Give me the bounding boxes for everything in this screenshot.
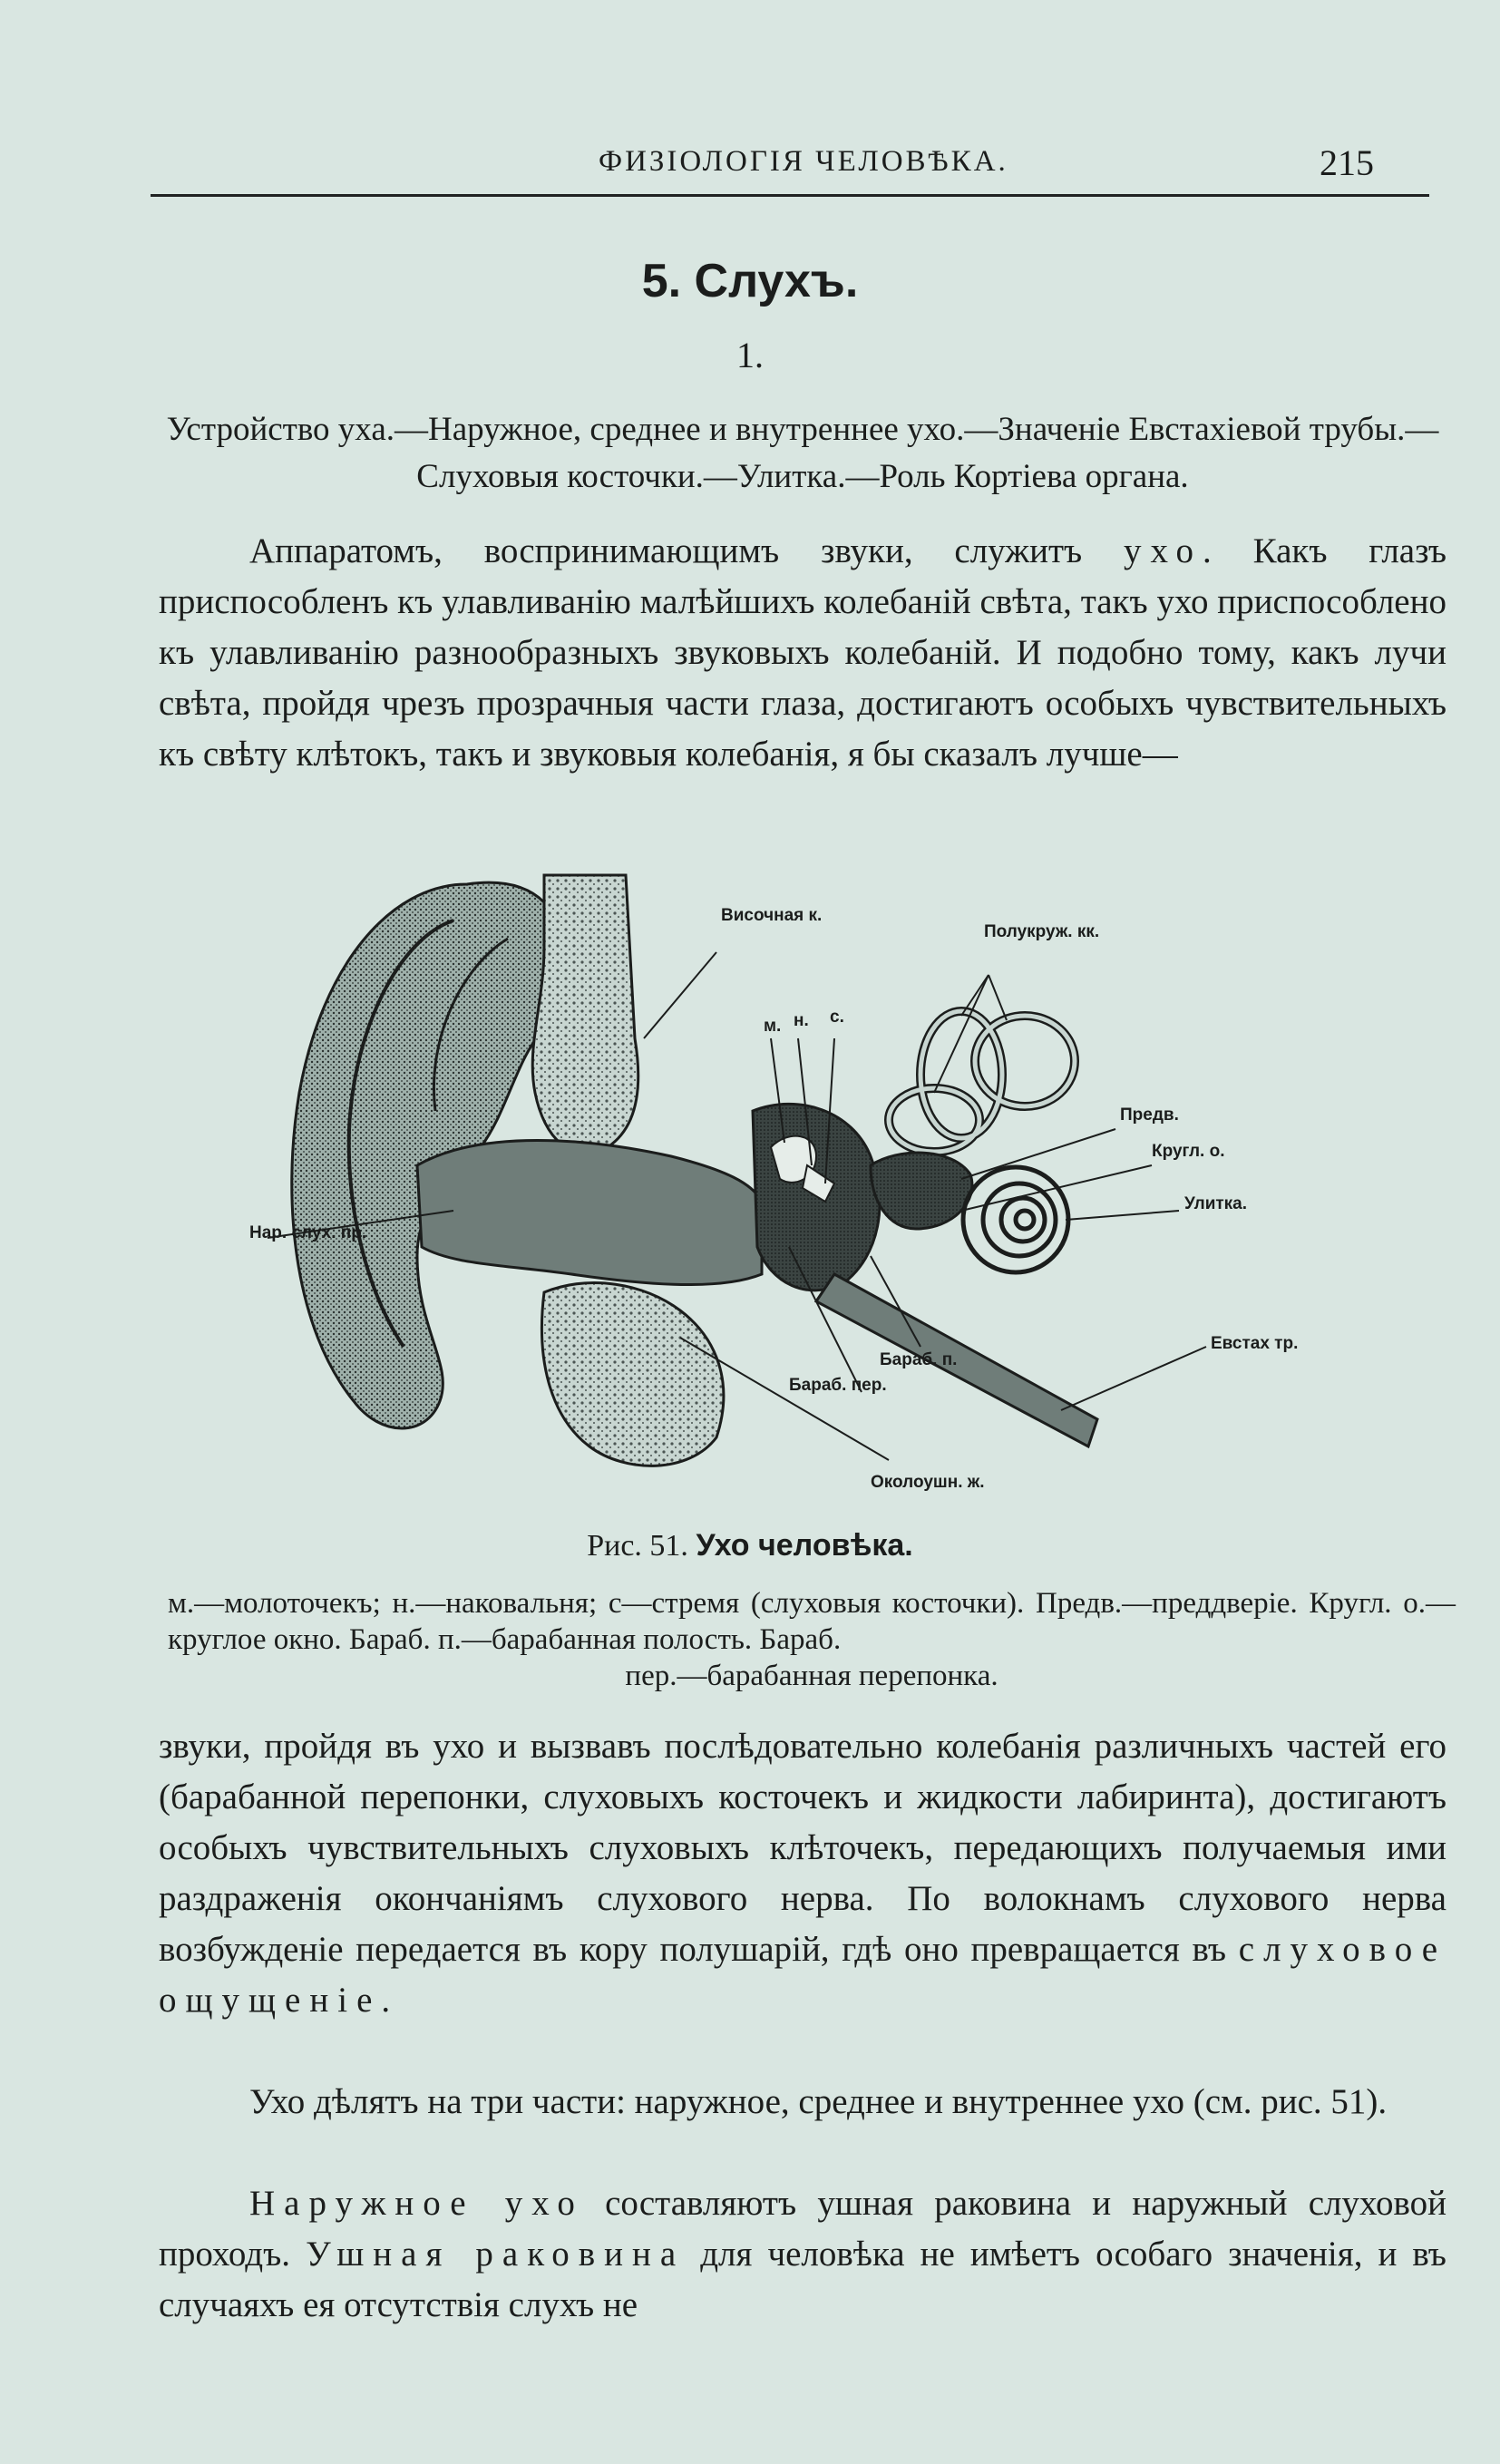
running-title: ФИЗІОЛОГІЯ ЧЕЛОВѢКА. <box>599 145 1008 178</box>
label-temporal: Височная к. <box>721 906 823 925</box>
page-number: 215 <box>1320 142 1374 183</box>
label-eardrum: Бараб. пер. <box>789 1376 887 1395</box>
label-cochlea: Улитка. <box>1184 1194 1248 1213</box>
label-ear-canal: Нар. слух. пр. <box>249 1223 367 1242</box>
figure-caption <box>0 1528 1500 1563</box>
section-number: 1. <box>736 335 764 375</box>
paragraph-1-text: Аппаратомъ, воспринимающимъ звуки, служитъ <box>249 531 1124 570</box>
paragraph-1 <box>159 526 1446 780</box>
section-summary: Устройство уха.—Наружное, среднее и внутреннее ухо.—Значеніе Евстахіевой трубы.—Слуховыя косточки.—Улитка.—Роль Кортіева органа. <box>166 411 1439 495</box>
term-auditory-sensation: слуховое ощущеніе <box>159 1930 1447 2020</box>
figure-legend <box>168 1585 1456 1694</box>
paragraph-4-text: составляютъ ушная раковина и наружный слуховой проходъ. <box>159 2184 1446 2274</box>
label-vestibule: Предв. <box>1120 1105 1179 1125</box>
label-tympanic-cavity: Бараб. п. <box>880 1350 958 1369</box>
label-eustachian: Евстах тр. <box>1211 1334 1299 1353</box>
paragraph-4-text-cont: для человѣка не имѣетъ особаго значенія, и въ случаяхъ ея отсутствія слухъ не <box>159 2235 1446 2324</box>
legend-main: м.—молоточекъ; н.—наковальня; с—стремя (слуховыя косточки). Предв.—преддверіе. Кругл. о.—круглое окно. Бараб. п.—барабанная полость. Бараб. <box>168 1587 1456 1656</box>
paragraph-2-text: звуки, пройдя въ ухо и вызвавъ послѣдовательно колебанія различныхъ частей его (барабанной перепонки, слуховыхъ косточекъ и жидкости лабиринта), достигаютъ особыхъ чувствительныхъ слуховыхъ клѣточекъ, передающихъ получаемыя ими раздраженія окончаніямъ слухового нерва. По волокнамъ слухового нерва возбужденіе передается въ кору полушарій, гдѣ оно превращается въ <box>159 1727 1446 1969</box>
section-title: 5. Слухъ. <box>641 255 859 307</box>
running-head <box>0 142 1500 190</box>
header-rule <box>151 194 1429 197</box>
ear-canal-shape <box>417 1141 762 1285</box>
term-ear: ухо <box>1124 531 1203 570</box>
legend-last: пер.—барабанная перепонка. <box>625 1660 998 1692</box>
label-round-window: Кругл. о. <box>1152 1142 1225 1161</box>
paragraph-2: звуки, пройдя въ ухо и вызвавъ послѣдовательно колебанія различныхъ частей его (барабанной перепонки, слуховыхъ косточекъ и жидкости лабиринта), достигаютъ особыхъ чувствительныхъ слуховыхъ клѣточекъ, передающихъ получаемыя ими раздраженія окончаніямъ слухового нерва. По волокнамъ слухового нерва возбужденіе передается въ кору полушарій, гдѣ оно превращается въ слуховое ощущеніе. <box>159 1727 1447 2020</box>
cochlea <box>963 1167 1068 1272</box>
label-malleus: м. <box>764 1017 782 1036</box>
term-auricle: Ушная раковина <box>306 2235 686 2274</box>
paragraph-1-text-cont: . Какъ глазъ приспособленъ къ улавливанію малѣйшихъ колебаній свѣта, такъ ухо приспособлено къ улавливанію разнообразныхъ звуковыхъ колебаній. И подобно тому, какъ лучи свѣта, пройдя чрезъ прозрачныя части глаза, достигаютъ особыхъ чувствительныхъ къ свѣту клѣтокъ, такъ и звуковыя колебанія, я бы сказалъ лучше— <box>159 531 1446 774</box>
label-incus: н. <box>794 1011 809 1030</box>
parotid-gland <box>541 1283 723 1466</box>
label-semicircular: Полукруж. кк. <box>984 922 1100 941</box>
paragraph-3: Ухо дѣлятъ на три части: наружное, среднее и внутреннее ухо (см. рис. 51). <box>249 2082 1388 2121</box>
paragraph-4 <box>159 2178 1446 2331</box>
caption-title: Ухо человѣка. <box>696 1528 913 1563</box>
caption-prefix: Рис. 51. <box>587 1529 688 1563</box>
label-parotid: Околоушн. ж. <box>871 1473 985 1492</box>
temporal-bone <box>532 875 638 1153</box>
label-stapes: с. <box>830 1008 844 1027</box>
ear-figure <box>245 821 1360 1510</box>
term-outer-ear: Наружное ухо <box>249 2184 584 2223</box>
ear-diagram <box>245 821 1360 1510</box>
